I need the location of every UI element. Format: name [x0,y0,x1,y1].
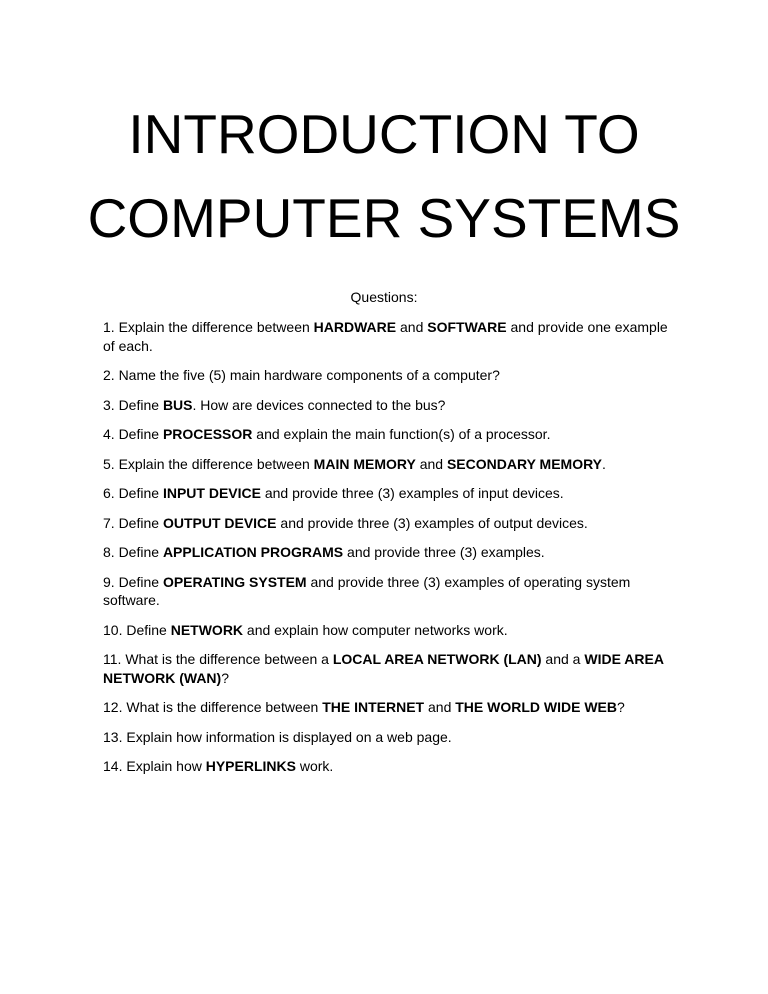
question-item: 2. Name the five (5) main hardware components of a computer? [103,367,500,383]
key-term: OPERATING SYSTEM [162,573,307,590]
key-term: THE INTERNET [322,699,425,715]
questions-list [103,318,673,787]
key-term: BUS [162,396,193,413]
questions-heading: Questions: [350,289,418,305]
key-term: SOFTWARE [427,319,507,335]
question-item: 13. Explain how information is displayed on a web page. [103,728,452,745]
key-term: THE WORLD WIDE WEB [455,699,618,715]
question-item: 7. Define OUTPUT DEVICE and provide three (3) examples of output devices. [103,514,588,531]
question-item: 12. What is the difference between THE INTERNET and THE WORLD WIDE WEB? [103,699,625,715]
key-term: HARDWARE [313,319,397,335]
question-item: 11. What is the difference between a LOCAL AREA NETWORK (LAN) and a WIDE AREA NETWORK (WAN)? [103,651,664,686]
question-item: 10. Define NETWORK and explain how computer networks work. [103,621,508,638]
key-term: WIDE AREA NETWORK (WAN) [103,651,664,686]
title-line-1: INTRODUCTION TO [128,103,640,165]
question-item: 5. Explain the difference between MAIN MEMORY and SECONDARY MEMORY. [103,455,606,472]
key-term: PROCESSOR [162,426,253,442]
question-item: 3. Define BUS. How are devices connected to the bus? [103,396,446,413]
question-item: 14. Explain how HYPERLINKS work. [103,758,334,774]
question-item: 4. Define PROCESSOR and explain the main function(s) of a processor. [103,426,551,442]
key-term: INPUT DEVICE [162,485,261,501]
title-line-2: COMPUTER SYSTEMS [87,187,681,249]
key-term: OUTPUT DEVICE [162,514,277,531]
key-term: APPLICATION PROGRAMS [162,544,344,560]
key-term: HYPERLINKS [205,758,296,774]
key-term: NETWORK [170,621,244,638]
key-term: MAIN MEMORY [313,455,416,472]
question-item: 8. Define APPLICATION PROGRAMS and provide three (3) examples. [103,544,545,560]
key-term: LOCAL AREA NETWORK (LAN) [332,651,542,667]
key-term: SECONDARY MEMORY [446,455,603,472]
document-title [0,92,768,260]
question-item: 9. Define OPERATING SYSTEM and provide three (3) examples of operating system software. [103,573,631,608]
question-item: 1. Explain the difference between HARDWARE and SOFTWARE and provide one example of each. [103,319,668,354]
question-item: 6. Define INPUT DEVICE and provide three (3) examples of input devices. [103,485,564,501]
